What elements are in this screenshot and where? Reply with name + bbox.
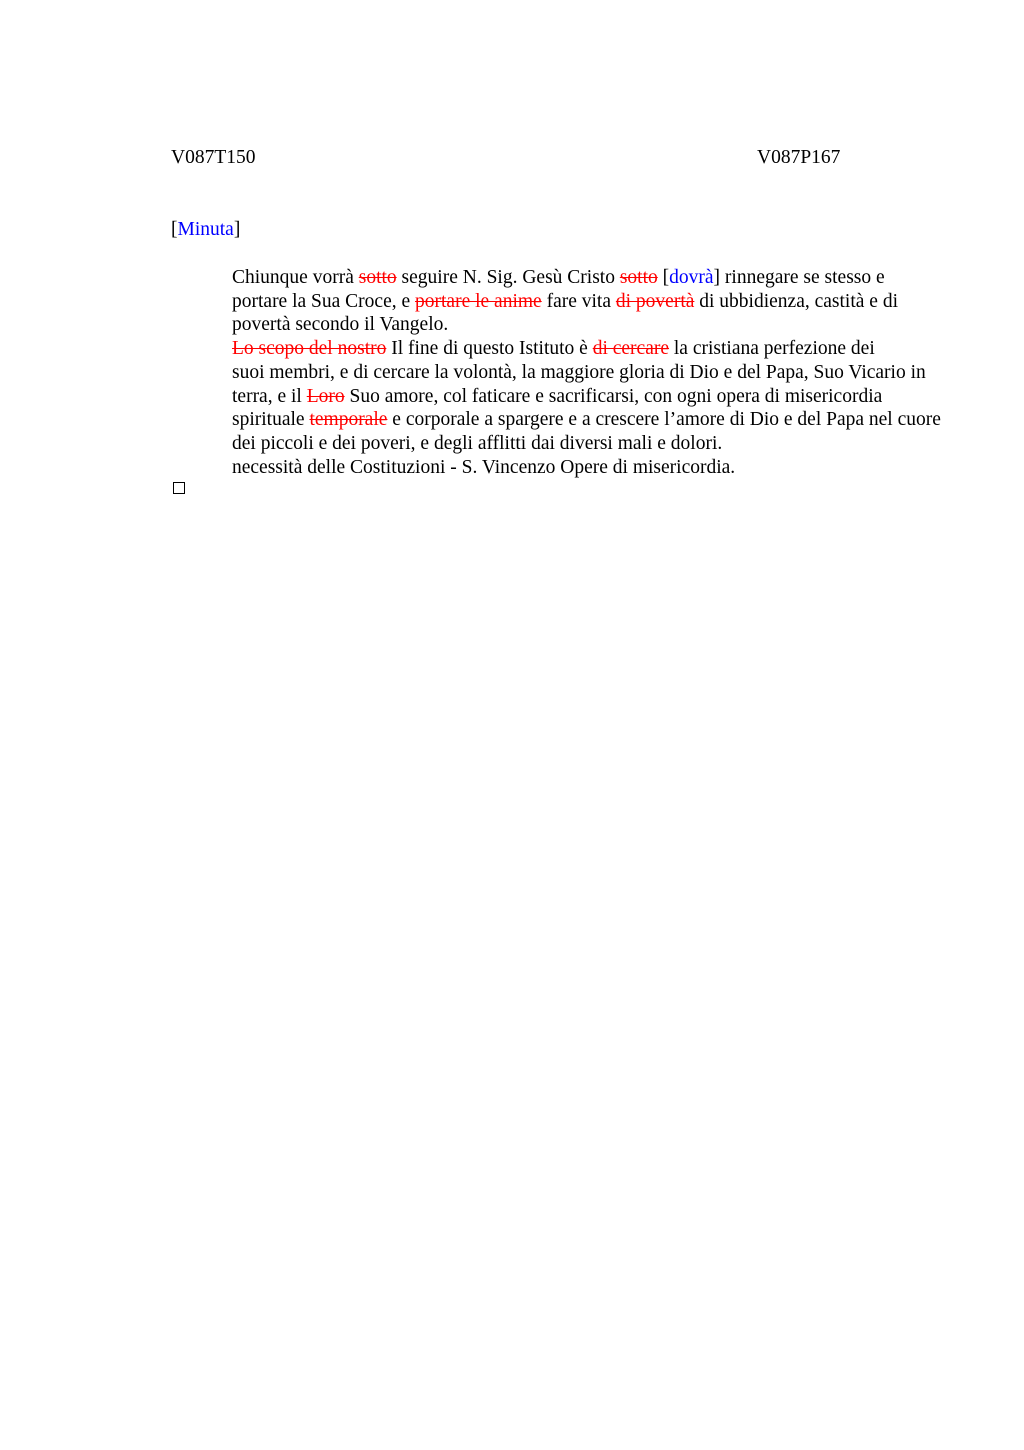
text-segment: povertà secondo il Vangelo. <box>232 314 449 336</box>
document-body <box>171 266 941 479</box>
heading-label: Minuta <box>177 219 234 240</box>
text-line <box>171 385 926 409</box>
deleted-text: sotto <box>619 267 658 288</box>
document-code-left: V087T150 <box>171 147 256 168</box>
text-segment: portare la Sua Croce, e <box>232 290 416 312</box>
text-segment: Chiunque vorrà <box>232 267 359 288</box>
text-line <box>171 290 926 314</box>
text-segment: Suo amore, col faticare e sacrificarsi, con ogni opera di misericordia <box>344 385 883 407</box>
text-segment: ] rinnegare se stesso e <box>713 267 885 288</box>
text-line <box>171 432 926 456</box>
document-code-right: V087P167 <box>757 147 841 168</box>
text-segment: Il fine di questo Istituto è <box>386 338 593 360</box>
text-segment: seguire N. Sig. Gesù Cristo <box>396 267 620 288</box>
text-segment: fare vita <box>541 290 616 312</box>
text-segment: dei piccoli e dei poveri, e degli afflitti dai diversi mali e dolori. <box>232 432 723 454</box>
text-line <box>171 337 926 361</box>
paragraph <box>171 266 926 337</box>
text-segment: e corporale a spargere e a crescere l’amore di Dio e del Papa nel cuore <box>387 409 941 431</box>
deleted-text: Lo scopo del nostro <box>232 338 387 360</box>
deleted-text: Loro <box>306 385 345 407</box>
deleted-text: di povertà <box>615 290 695 312</box>
empty-checkbox-icon <box>173 482 185 494</box>
text-segment: la cristiana perfezione dei <box>669 338 875 360</box>
heading-bracket-close: ] <box>233 219 241 240</box>
text-segment: terra, e il <box>232 385 307 407</box>
text-segment: di ubbidienza, castità e di <box>694 290 898 312</box>
text-line <box>171 408 941 432</box>
text-line <box>171 361 926 385</box>
heading-bracket-open: [ <box>171 219 178 240</box>
deleted-text: sotto <box>358 267 397 288</box>
inserted-text: dovrà <box>669 267 714 288</box>
text-line <box>171 456 926 480</box>
text-segment: spirituale <box>232 409 310 431</box>
paragraph <box>171 337 941 456</box>
deleted-text: temporale <box>309 409 388 431</box>
paragraph <box>171 456 926 480</box>
deleted-text: portare le anime <box>415 290 542 312</box>
text-segment: necessità delle Costituzioni - S. Vincenzo Opere di misericordia. <box>232 456 736 478</box>
text-line <box>171 313 926 337</box>
text-segment: suoi membri, e di cercare la volontà, la maggiore gloria di Dio e del Papa, Suo Vicario in <box>232 361 926 383</box>
deleted-text: di cercare <box>592 338 670 360</box>
minuta-heading <box>171 218 240 242</box>
text-line <box>171 266 926 290</box>
text-segment: [ <box>657 267 670 288</box>
